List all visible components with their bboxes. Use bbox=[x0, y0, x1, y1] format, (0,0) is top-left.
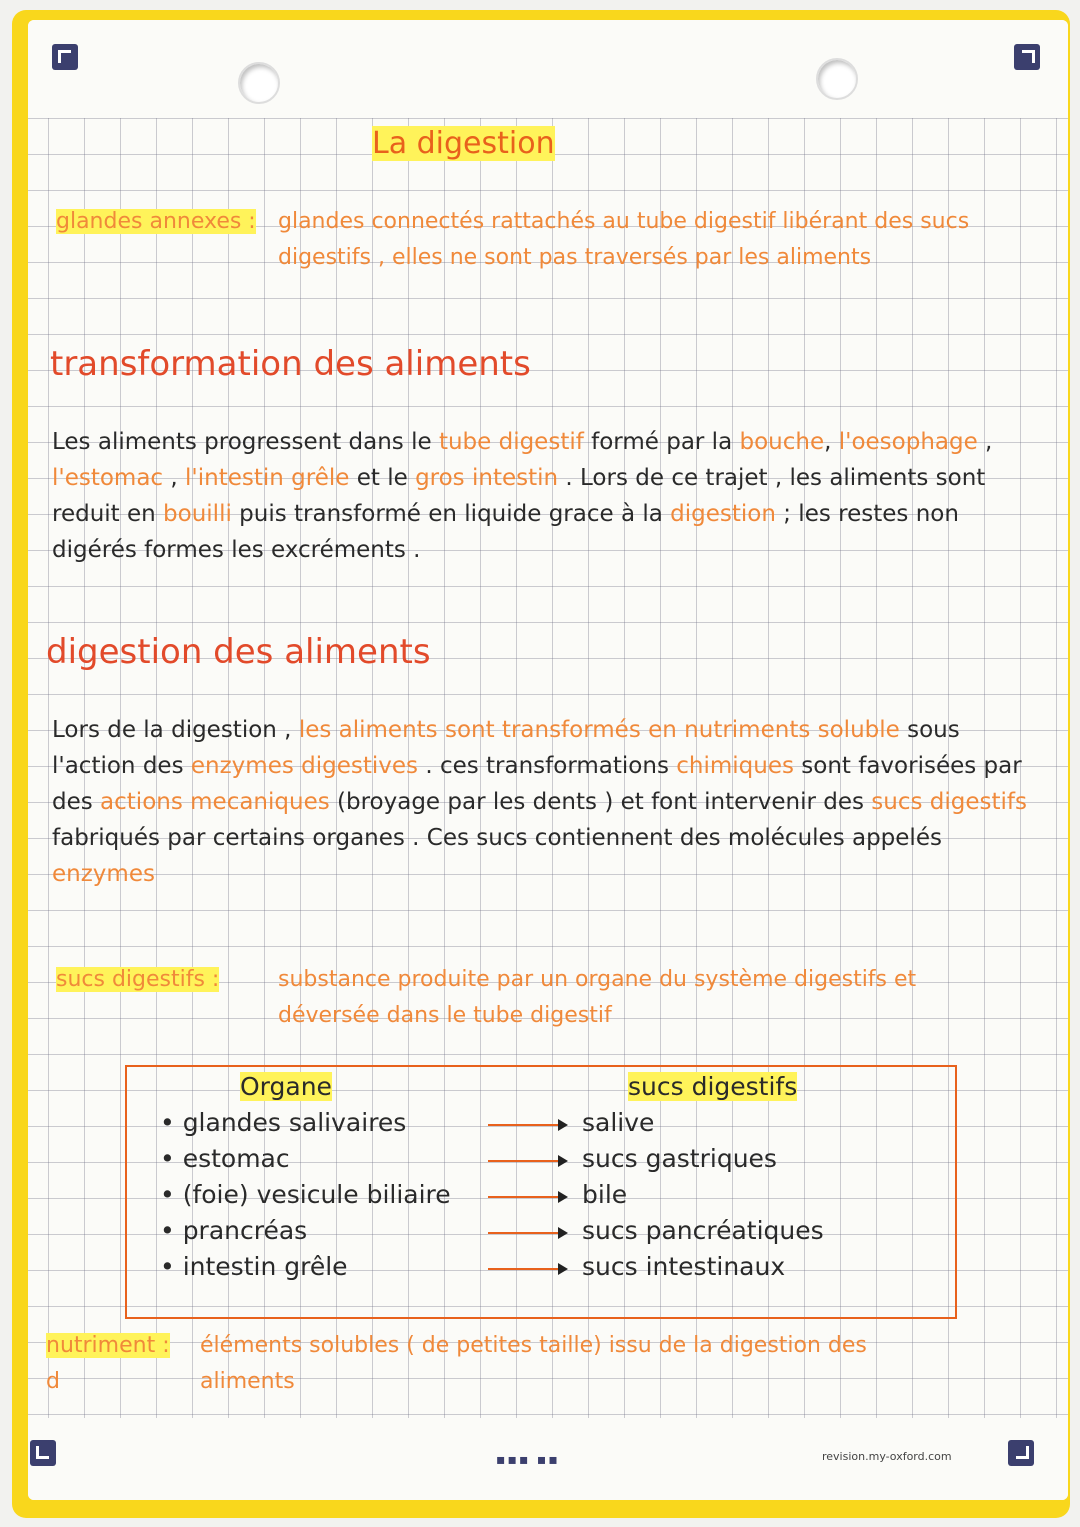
keyword-text: chimiques bbox=[676, 753, 794, 779]
table-row-organe: • (foie) vesicule biliaire bbox=[160, 1180, 451, 1209]
table-row-organe: • estomac bbox=[160, 1144, 290, 1173]
definition-term-sucs bbox=[56, 962, 276, 998]
keyword-text: sucs digestifs bbox=[871, 789, 1028, 815]
keyword-text: digestion bbox=[670, 501, 776, 527]
table-row-suc: sucs gastriques bbox=[582, 1144, 777, 1173]
table-row-suc: sucs pancréatiques bbox=[582, 1216, 824, 1245]
term-label: sucs digestifs : bbox=[56, 967, 220, 992]
top-margin bbox=[28, 20, 1068, 118]
paragraph-text: , bbox=[824, 429, 839, 455]
term-suffix: d bbox=[46, 1369, 60, 1394]
paragraph-text: , bbox=[163, 465, 186, 491]
paragraph-text: ; les restes non digérés formes les excréments . bbox=[52, 501, 959, 563]
table-row-suc: bile bbox=[582, 1180, 628, 1209]
arrow-right-icon bbox=[488, 1124, 566, 1126]
definition-term-glandes bbox=[56, 204, 286, 240]
keyword-text: les aliments sont transformés en nutriments soluble bbox=[298, 717, 900, 743]
arrow-right-icon bbox=[488, 1196, 566, 1198]
paragraph-text: sous l'action des bbox=[52, 717, 960, 779]
arrow-right-icon bbox=[488, 1232, 566, 1234]
definition-text-sucs: substance produite par un organe du système digestifs et déversée dans le tube digestif bbox=[278, 967, 917, 1028]
page-marks: ▪▪▪ ▪▪ bbox=[496, 1452, 560, 1468]
definition-term-nutriment bbox=[46, 1328, 196, 1400]
arrow-right-icon bbox=[488, 1160, 566, 1162]
punch-hole bbox=[816, 58, 858, 100]
paragraph-transformation bbox=[52, 424, 1042, 568]
table-row-suc: sucs intestinaux bbox=[582, 1252, 786, 1281]
section-heading-transformation: transformation des aliments bbox=[50, 344, 531, 384]
page-title bbox=[372, 126, 555, 161]
page-title-text: La digestion bbox=[372, 126, 555, 161]
paragraph-text: Lors de la digestion , bbox=[52, 717, 299, 743]
punch-hole bbox=[238, 62, 280, 104]
table-header-sucs bbox=[628, 1072, 797, 1101]
paragraph-text: . Lors de ce trajet , les aliments sont reduit en bbox=[52, 465, 986, 527]
keyword-text: tube digestif bbox=[438, 429, 584, 455]
header-label: sucs digestifs bbox=[628, 1072, 798, 1101]
corner-marker-icon bbox=[52, 44, 78, 70]
paragraph-text: (broyage par les dents ) et font intervenir des bbox=[329, 789, 872, 815]
corner-marker-icon bbox=[1008, 1440, 1034, 1466]
footer-website: revision.my-oxford.com bbox=[822, 1450, 952, 1463]
keyword-text: enzymes digestives bbox=[190, 753, 419, 779]
paragraph-text: Les aliments progressent dans le bbox=[52, 429, 439, 455]
section-heading-digestion: digestion des aliments bbox=[46, 632, 431, 672]
definition-text-glandes: glandes connectés rattachés au tube digestif libérant des sucs digestifs , elles ne sont pas traversés par les aliments bbox=[278, 209, 970, 270]
keyword-text: l'intestin grêle bbox=[185, 465, 350, 491]
paragraph-text: , bbox=[977, 429, 993, 455]
paragraph-text: . ces transformations bbox=[418, 753, 677, 779]
paragraph-digestion bbox=[52, 712, 1042, 892]
paragraph-text: puis transformé en liquide grace à la bbox=[231, 501, 671, 527]
paragraph-text: formé par la bbox=[583, 429, 740, 455]
corner-marker-icon bbox=[1014, 44, 1040, 70]
term-label: nutriment : bbox=[46, 1333, 170, 1358]
term-label: glandes annexes : bbox=[56, 209, 256, 234]
table-row-organe: • glandes salivaires bbox=[160, 1108, 407, 1137]
table-header-organe bbox=[240, 1072, 332, 1101]
corner-marker-icon bbox=[30, 1440, 56, 1466]
paragraph-text: sont favorisées par des bbox=[52, 753, 1022, 815]
keyword-text: bouche bbox=[739, 429, 825, 455]
keyword-text: enzymes bbox=[52, 861, 155, 887]
header-label: Organe bbox=[240, 1072, 332, 1101]
keyword-text: gros intestin bbox=[415, 465, 559, 491]
table-row-organe: • intestin grêle bbox=[160, 1252, 348, 1281]
definition-text-nutriment: éléments solubles ( de petites taille) issu de la digestion des aliments bbox=[200, 1333, 867, 1394]
keyword-text: l'estomac bbox=[52, 465, 164, 491]
table-row-suc: salive bbox=[582, 1108, 655, 1137]
keyword-text: bouilli bbox=[163, 501, 232, 527]
keyword-text: l'oesophage bbox=[838, 429, 978, 455]
paragraph-text: fabriqués par certains organes . Ces sucs contiennent des molécules appelés bbox=[52, 825, 942, 851]
keyword-text: actions mecaniques bbox=[100, 789, 330, 815]
table-row-organe: • prancréas bbox=[160, 1216, 308, 1245]
arrow-right-icon bbox=[488, 1268, 566, 1270]
paragraph-text: et le bbox=[349, 465, 416, 491]
